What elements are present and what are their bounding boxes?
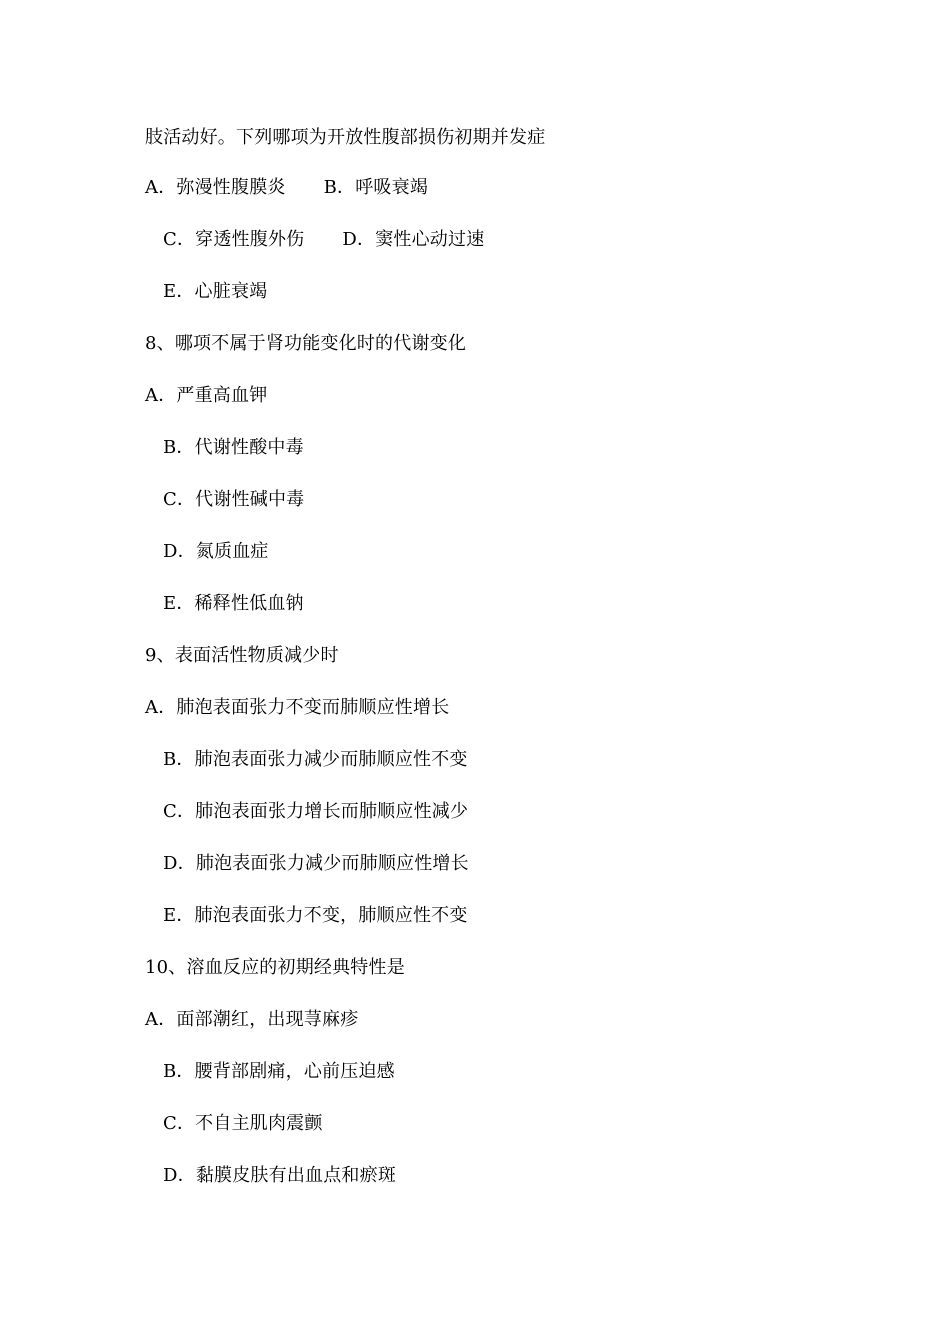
option-text: E．心脏衰竭 bbox=[163, 281, 268, 302]
option-c bbox=[163, 488, 304, 512]
option-e bbox=[163, 280, 267, 304]
question-text: 8、哪项不属于肾功能变化时的代谢变化 bbox=[145, 333, 467, 354]
option-text: C．肺泡表面张力增长而肺顺应性减少 bbox=[163, 801, 469, 822]
option-d bbox=[163, 540, 269, 564]
option-d bbox=[163, 1164, 396, 1188]
question-9 bbox=[145, 644, 339, 668]
option-row bbox=[163, 228, 484, 252]
option-b bbox=[163, 1060, 395, 1084]
option-text: A．面部潮红，出现荨麻疹 bbox=[145, 1009, 359, 1030]
option-text: A．严重高血钾 bbox=[145, 385, 268, 406]
option-b bbox=[163, 748, 468, 772]
option-text: E．稀释性低血钠 bbox=[163, 593, 304, 614]
question-10 bbox=[145, 956, 405, 980]
question-continuation bbox=[145, 126, 545, 150]
option-text: B．肺泡表面张力减少而肺顺应性不变 bbox=[163, 749, 468, 770]
option-text: D．肺泡表面张力减少而肺顺应性增长 bbox=[163, 853, 469, 874]
option-c bbox=[163, 800, 468, 824]
option-e bbox=[163, 592, 304, 616]
option-text: C．代谢性碱中毒 bbox=[163, 489, 305, 510]
option-text: D．氮质血症 bbox=[163, 541, 269, 562]
option-a bbox=[145, 1008, 358, 1032]
option-a bbox=[145, 696, 449, 720]
question-text: 10、溶血反应的初期经典特性是 bbox=[145, 957, 405, 978]
text-line: 肢活动好。下列哪项为开放性腹部损伤初期并发症 bbox=[145, 127, 546, 148]
option-text: C．不自主肌肉震颤 bbox=[163, 1113, 323, 1134]
option-text: B．腰背部剧痛，心前压迫感 bbox=[163, 1061, 395, 1082]
question-8 bbox=[145, 332, 466, 356]
option-d bbox=[163, 852, 469, 876]
option-row bbox=[145, 176, 428, 200]
option-b bbox=[163, 436, 304, 460]
option-e bbox=[163, 904, 468, 928]
option-a: A．弥漫性腹膜炎 bbox=[145, 177, 286, 198]
option-text: A．肺泡表面张力不变而肺顺应性增长 bbox=[145, 697, 450, 718]
option-text: E．肺泡表面张力不变，肺顺应性不变 bbox=[163, 905, 468, 926]
option-text: B．代谢性酸中毒 bbox=[163, 437, 304, 458]
option-c bbox=[163, 1112, 323, 1136]
option-c: C．穿透性腹外伤 bbox=[163, 229, 305, 250]
option-b: B．呼吸衰竭 bbox=[323, 177, 429, 198]
option-d: D．窦性心动过速 bbox=[342, 229, 485, 250]
option-a bbox=[145, 384, 267, 408]
question-text: 9、表面活性物质减少时 bbox=[145, 645, 339, 666]
option-text: D．黏膜皮肤有出血点和瘀斑 bbox=[163, 1165, 397, 1186]
